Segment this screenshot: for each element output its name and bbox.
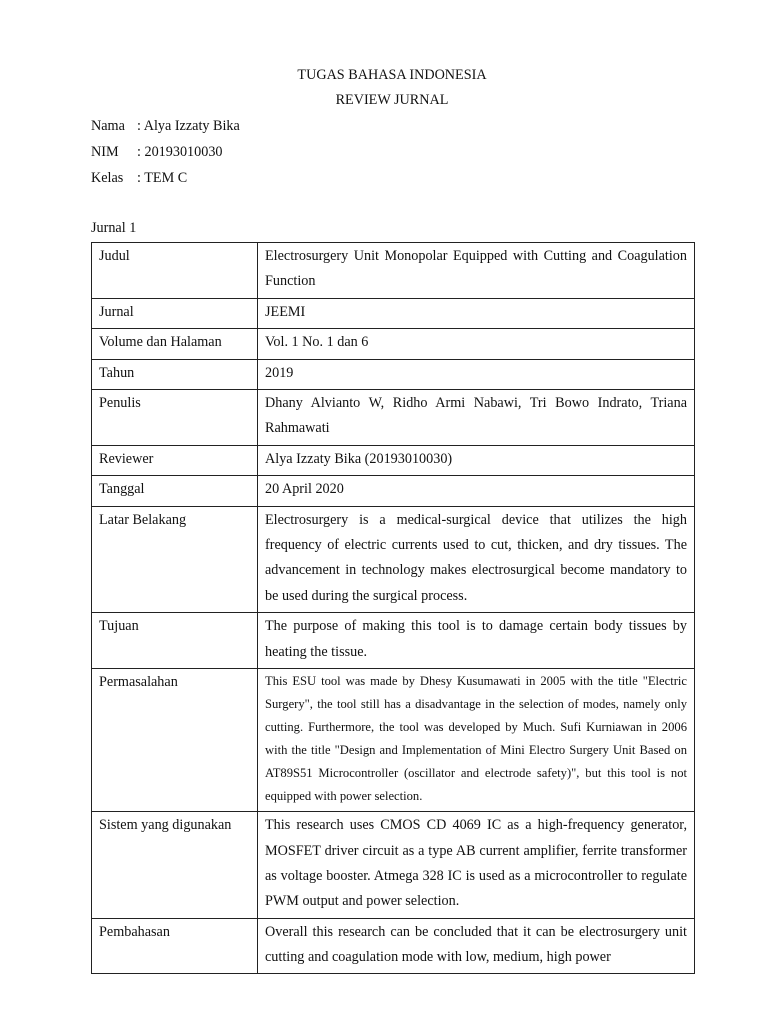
row-label: Reviewer <box>92 445 258 475</box>
section-label: Jurnal 1 <box>91 220 137 236</box>
row-label: Pembahasan <box>92 918 258 973</box>
class-label: Kelas <box>91 170 124 186</box>
nim-label: NIM <box>91 144 119 160</box>
row-label: Latar Belakang <box>92 506 258 613</box>
table-row <box>92 445 695 475</box>
review-table <box>91 242 695 974</box>
row-label: Sistem yang digunakan <box>92 812 258 919</box>
row-value <box>258 918 695 973</box>
table-row <box>92 669 695 812</box>
table-row <box>92 298 695 328</box>
row-label: Judul <box>92 243 258 299</box>
row-label: Jurnal <box>92 298 258 328</box>
name-label: Nama <box>91 118 125 134</box>
table-row <box>92 243 695 299</box>
row-value: Alya Izzaty Bika (20193010030) <box>258 445 695 475</box>
table-row <box>92 918 695 973</box>
table-row <box>92 613 695 669</box>
student-class-line <box>91 170 187 187</box>
row-value: The purpose of making this tool is to damage certain body tissues by heating the tissue. <box>258 613 695 669</box>
document-subtitle: REVIEW JURNAL <box>335 92 449 108</box>
table-row <box>92 329 695 359</box>
row-value: Electrosurgery Unit Monopolar Equipped with Cutting and Coagulation Function <box>258 243 695 299</box>
name-value: : Alya Izzaty Bika <box>137 118 240 134</box>
row-label: Tanggal <box>92 476 258 506</box>
row-label: Tahun <box>92 359 258 389</box>
row-value: Vol. 1 No. 1 dan 6 <box>258 329 695 359</box>
row-label: Tujuan <box>92 613 258 669</box>
row-label: Penulis <box>92 390 258 446</box>
student-nim-line <box>91 144 223 161</box>
row-value: Dhany Alvianto W, Ridho Armi Nabawi, Tri Bowo Indrato, Triana Rahmawati <box>258 390 695 446</box>
table-row <box>92 476 695 506</box>
row-value: 20 April 2020 <box>258 476 695 506</box>
row-label: Permasalahan <box>92 669 258 812</box>
class-value: : TEM C <box>137 170 188 186</box>
nim-value: : 20193010030 <box>137 144 223 160</box>
row-value: This ESU tool was made by Dhesy Kusumawati in 2005 with the title "Electric Surgery", the tool still has a disadvantage in the selection of modes, namely only cutting. Furthermore, the tool was developed by Much. Sufi Kurniawan in 2006 with the title "Design and Implementation of Mini Electro Surgery Unit Based on AT89S51 Microcontroller (oscillator and electrode safety)", but this tool is not equipped with power selection. <box>258 669 695 812</box>
table-row <box>92 812 695 919</box>
table-row <box>92 390 695 446</box>
table-row <box>92 506 695 613</box>
row-label: Volume dan Halaman <box>92 329 258 359</box>
row-value: JEEMI <box>258 298 695 328</box>
row-value: Electrosurgery is a medical-surgical device that utilizes the high frequency of electric currents used to cut, thicken, and dry tissues. The advancement in technology makes electrosurgical become mandatory to be used during the surgical process. <box>258 506 695 613</box>
row-value: 2019 <box>258 359 695 389</box>
row-value: This research uses CMOS CD 4069 IC as a high-frequency generator, MOSFET driver circuit as a type AB current amplifier, ferrite transformer as voltage booster. Atmega 328 IC is used as a microcontroller to regulate PWM output and power selection. <box>258 812 695 919</box>
row-value-text: Overall this research can be concluded that it can be electrosurgery unit cutting and coagulation mode with low, medium, high power <box>265 923 687 966</box>
document-title: TUGAS BAHASA INDONESIA <box>297 67 487 83</box>
table-row <box>92 359 695 389</box>
student-name-line <box>91 118 240 135</box>
